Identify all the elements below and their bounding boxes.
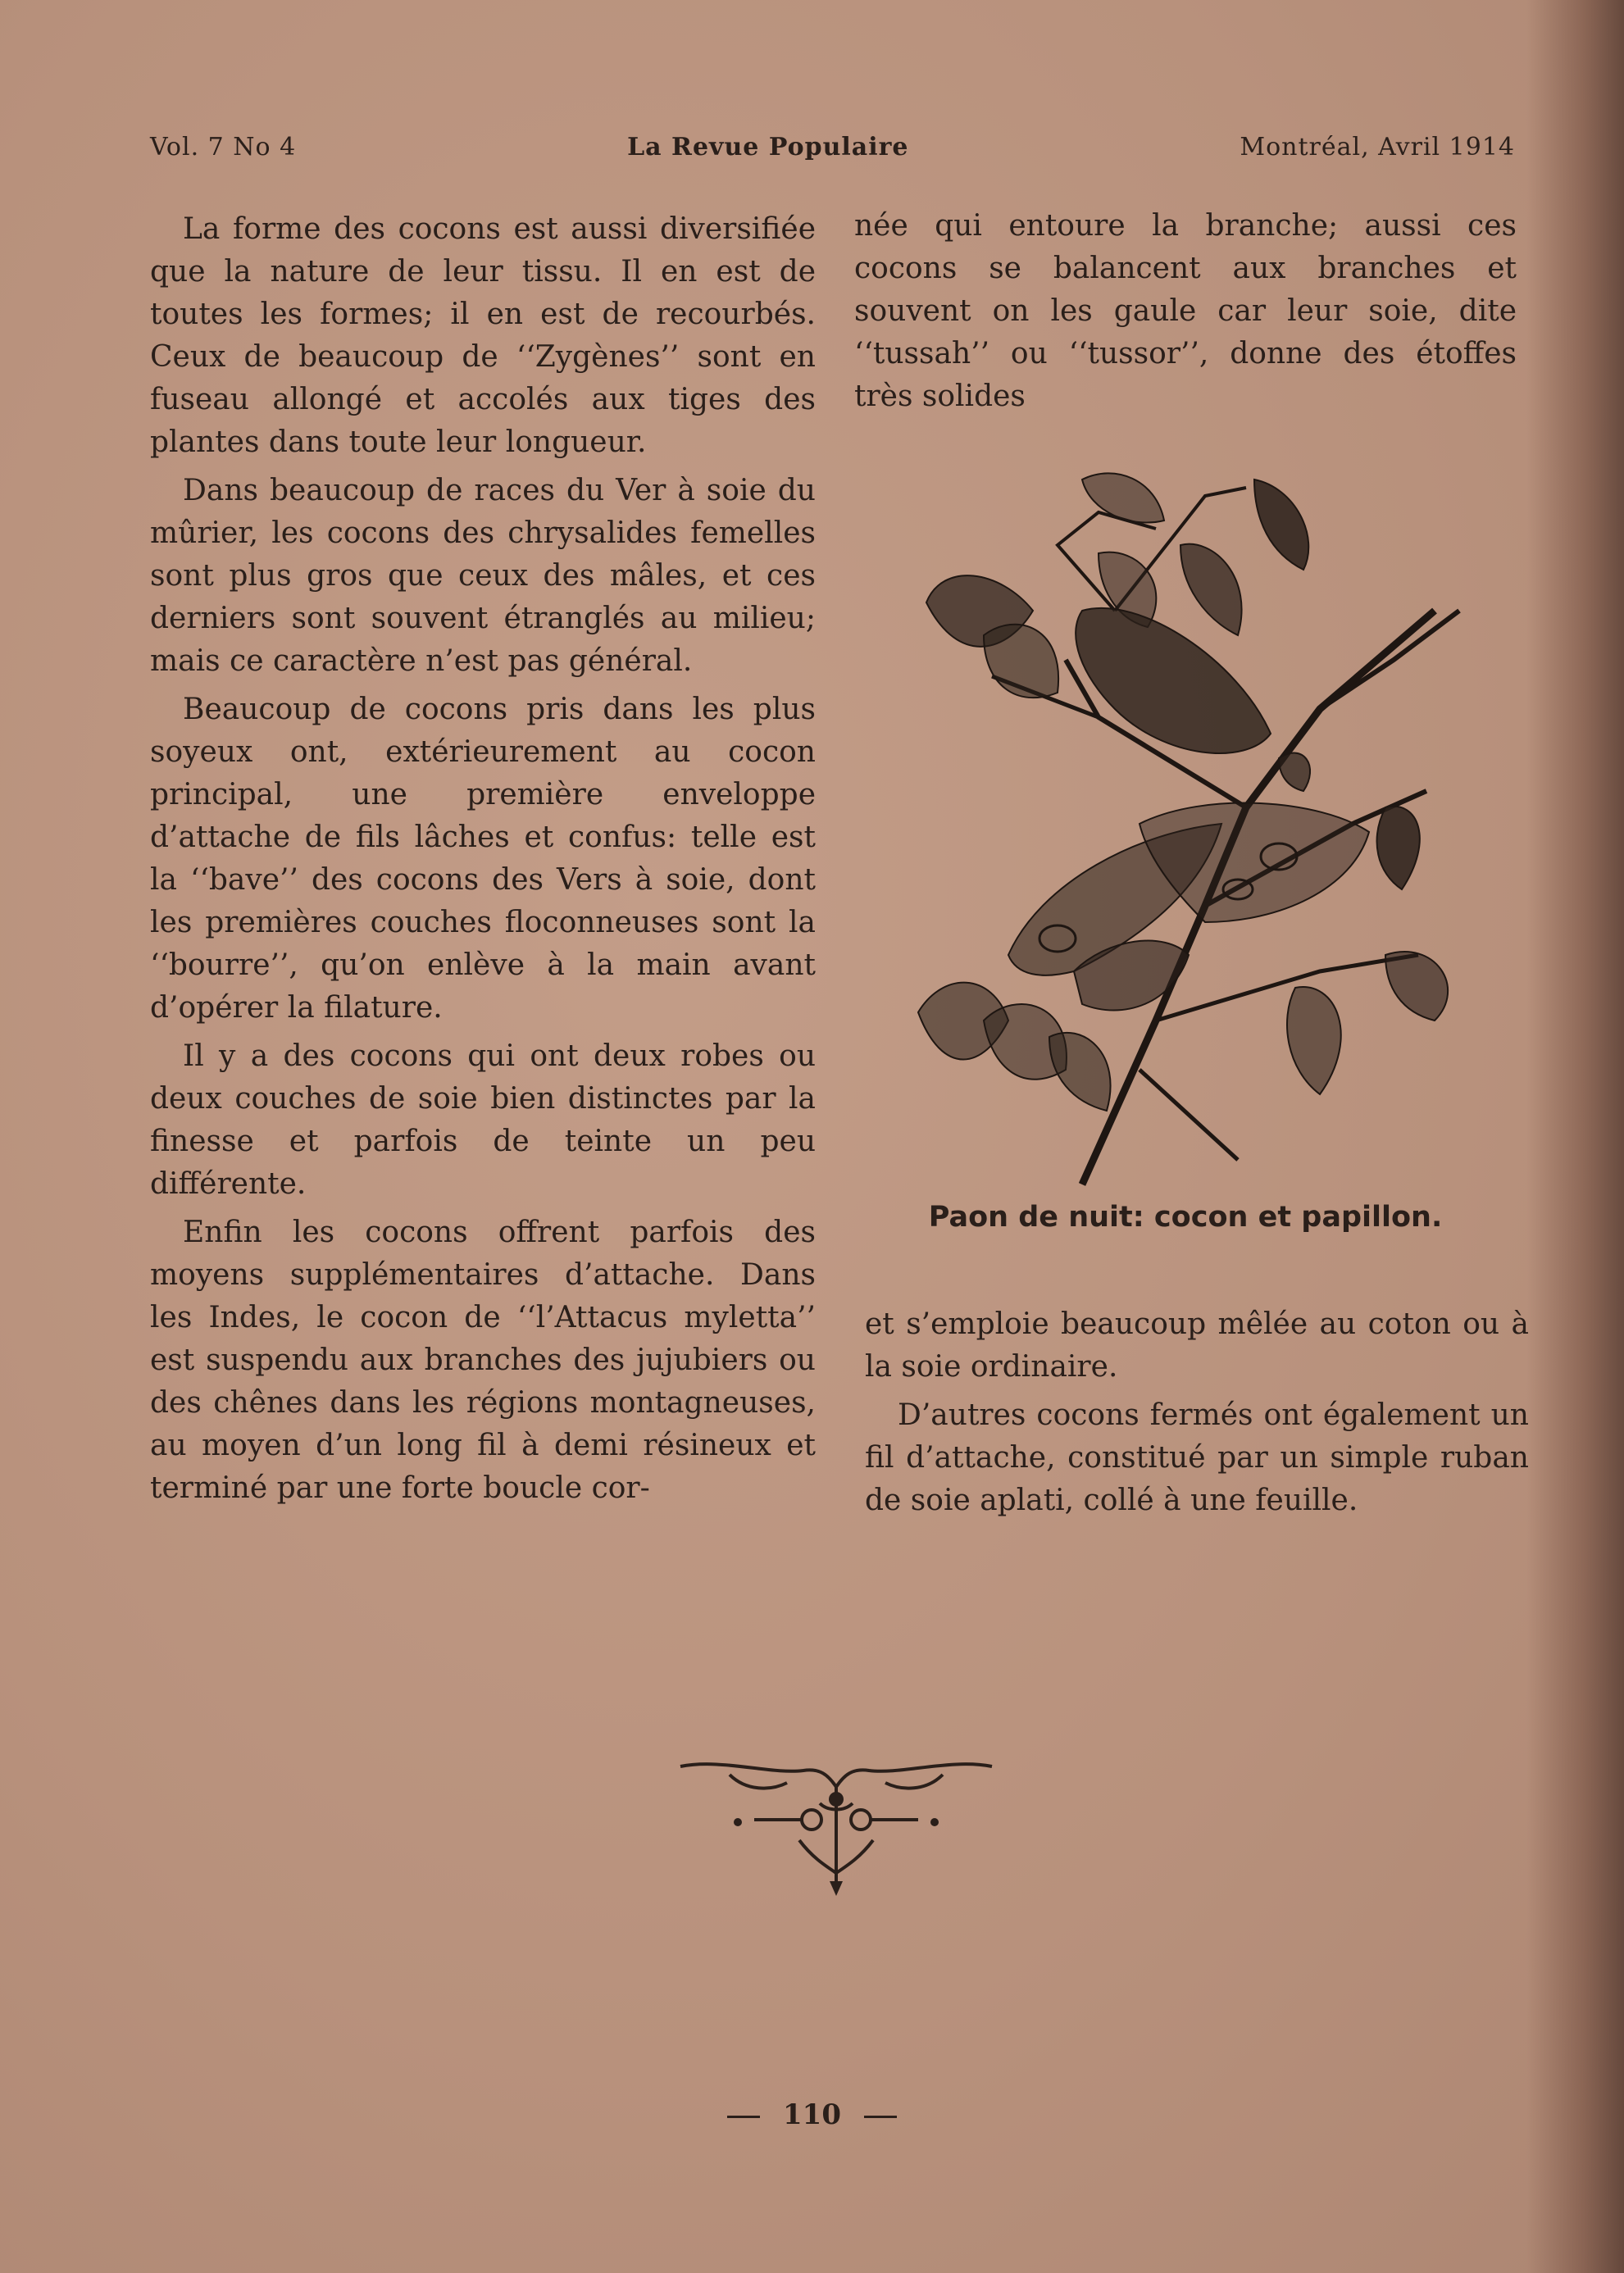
header-volume: Vol. 7 No 4 — [150, 133, 297, 161]
paragraph: Beaucoup de cocons pris dans les plus soyeux ont, extérieurement au cocon principal, une première enveloppe d’attache de fils lâches et confus: telle est la ‘‘bave’’ des cocons des Vers à soie, dont les premières couches floconneuses sont la ‘‘bourre’’, qu’on enlève à la main avant d’opérer la filature. — [150, 693, 816, 1025]
header-journal-title: La Revue Populaire — [627, 133, 909, 161]
figure-caption: Paon de nuit: cocon et papillon. — [928, 1201, 1443, 1234]
running-header — [150, 133, 1515, 161]
paragraph: D’autres cocons fermés ont également un fil d’attache, constitué par un simple ruban de soie aplati, collé à une feuille. — [865, 1398, 1529, 1517]
paragraph: née qui entoure la branche; aussi ces cocons se balancent aux branches et souvent on les gaule car leur soie, dite ‘‘tussah’’ ou ‘‘tussor’’, donne des étoffes très solides — [854, 209, 1517, 413]
paragraph: et s’emploie beaucoup mêlée au coton ou à la soie ordinaire. — [865, 1307, 1529, 1384]
paragraph: Il y a des cocons qui ont deux robes ou deux couches de soie bien distinctes par la finesse et parfois de teinte un peu différente. — [150, 1039, 816, 1201]
right-column-top — [854, 205, 1517, 424]
page-number — [0, 2098, 1624, 2131]
decorative-fleuron-icon — [656, 1750, 1017, 1906]
moth-on-branch-illustration-icon — [894, 447, 1467, 1201]
paragraph: La forme des cocons est aussi diversifiée que la nature de leur tissu. Il en est de toutes les formes; il en est de recourbés. Ceux de beaucoup de ‘‘Zygènes’’ sont en fuseau allongé et accolés aux tiges des plantes dans toute leur longueur. — [150, 212, 816, 459]
page-number-value: 110 — [783, 2098, 841, 2131]
paragraph: Dans beaucoup de races du Ver à soie du mûrier, les cocons des chrysalides femelles sont plus gros que ceux des mâles, et ces derniers sont souvent étranglés au milieu; mais ce caractère n’est pas général. — [150, 474, 816, 678]
paragraph: Enfin les cocons offrent parfois des moyens supplémentaires d’attache. Dans les Indes, le cocon de ‘‘l’Attacus myletta’’ est suspendu aux branches des jujubiers ou des chênes dans les régions montagneuses, au moyen d’un long fil à demi résineux et terminé par une forte boucle cor- — [150, 1216, 816, 1505]
right-column-bottom — [865, 1303, 1529, 1528]
left-column — [150, 208, 816, 1516]
header-date: Montréal, Avril 1914 — [1240, 133, 1515, 161]
